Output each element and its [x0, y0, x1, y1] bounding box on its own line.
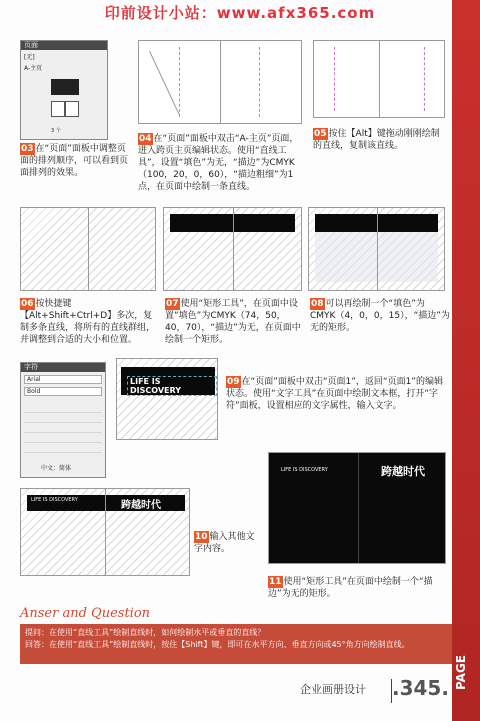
- step-number-06: 06: [21, 299, 34, 309]
- spread-08: [308, 207, 445, 291]
- language-field[interactable]: 中文：简体: [41, 465, 72, 472]
- footer-title: 企业画册设计: [300, 683, 366, 696]
- step-number-11: 11: [269, 577, 282, 587]
- page-thumb-2: [65, 79, 79, 95]
- page-tab: [452, 0, 480, 721]
- spread-11: [268, 452, 446, 564]
- page-thumb-1: [51, 79, 65, 95]
- page-number: .345.: [392, 676, 449, 700]
- step-number-08: 08: [311, 299, 324, 309]
- font-family-field[interactable]: Arial: [24, 375, 102, 384]
- spread-10: [20, 488, 190, 576]
- pages-panel-screenshot: [20, 40, 108, 140]
- step-number-05: 05: [314, 129, 327, 139]
- spread-09: [116, 358, 218, 440]
- page-thumb-4: [65, 101, 79, 117]
- qa-question: 提问：在使用“直线工具”绘制直线时，如何绘制水平或垂直的直线？: [25, 628, 266, 637]
- spread-06: [20, 207, 156, 291]
- small-slogan: LIFE IS DISCOVERY: [31, 497, 78, 503]
- caption-10: 10 输入其他文字内容。: [194, 532, 255, 554]
- caption-05: 05 按住【Alt】键拖动刚刚绘制的直线，复制该直线。: [313, 129, 440, 151]
- caption-04: 04 在“页面”面板中双击“A-主页”页面，进入跨页主页编辑状态。使用“直线工具”，设置“填色”为无，“描边”为CMYK（100，20，0，60），“描边粗细”为1点，在页面中绘制一条直线。: [138, 134, 299, 192]
- caption-07: 07 使用“矩形工具”，在页面中设置“填色”为CMYK（74，50，40，70），“描边”为无，在页面中绘制一个矩形。: [165, 299, 301, 345]
- slogan-text: LIFE IS DISCOVERY: [127, 376, 217, 396]
- cn-title: 跨越时代: [121, 500, 161, 511]
- qa-answer: 回答：在使用“直线工具”绘制直线时，按住【Shift】键，即可在水平方向、垂直方向或45°角方向绘制直线。: [25, 640, 410, 649]
- font-style-field[interactable]: Bold: [24, 387, 102, 396]
- page-tab-label: PAGE: [454, 655, 468, 691]
- cn-title: 跨越时代: [381, 465, 425, 478]
- pages-panel-title: 页面: [21, 41, 107, 50]
- spread-05: [313, 40, 445, 118]
- caption-08: 08 可以再绘制一个“填色”为CMYK（4，0，0，15），“描边”为无的矩形。: [310, 299, 450, 333]
- pages-panel-item-none: [无]: [24, 54, 35, 61]
- caption-09: 09 在“页面”面板中双击“页面1”，返回“页面1”的编辑状态。使用“文字工具”在页面中绘制文本框，打开“字符”面板，设置相应的文字属性，输入文字。: [226, 377, 443, 411]
- caption-03: 03 在“页面”面板中调整页面的排列顺序，可以看到页面排列的效果。: [20, 144, 129, 178]
- caption-06: 06 按快捷键【Alt+Shift+Ctrl+D】多次，复制多条直线，将所有的直线群组，并调整到合适的大小和位置。: [20, 299, 156, 345]
- character-panel-screenshot: [20, 362, 106, 478]
- step-number-10: 10: [195, 532, 208, 542]
- step-number-04: 04: [139, 134, 152, 144]
- page-thumb-3: [51, 101, 65, 117]
- watermark-header: 印前设计小站：www.afx365.com: [104, 4, 376, 22]
- pages-panel-footer: 3 个: [51, 128, 61, 134]
- spread-04: [138, 40, 302, 124]
- character-panel-title: 字符: [21, 363, 105, 372]
- step-number-09: 09: [227, 377, 240, 387]
- pages-panel-item-master: A-主页: [24, 65, 43, 72]
- qa-box: [20, 624, 452, 664]
- qa-heading: Anser and Question: [20, 606, 151, 621]
- step-number-07: 07: [166, 299, 179, 309]
- small-slogan: LIFE IS DISCOVERY: [281, 467, 328, 473]
- caption-11: 11 使用“矩形工具”在页面中绘制一个“描边”为无的矩形。: [268, 577, 433, 599]
- spread-07: [163, 207, 302, 291]
- step-number-03: 03: [21, 144, 34, 154]
